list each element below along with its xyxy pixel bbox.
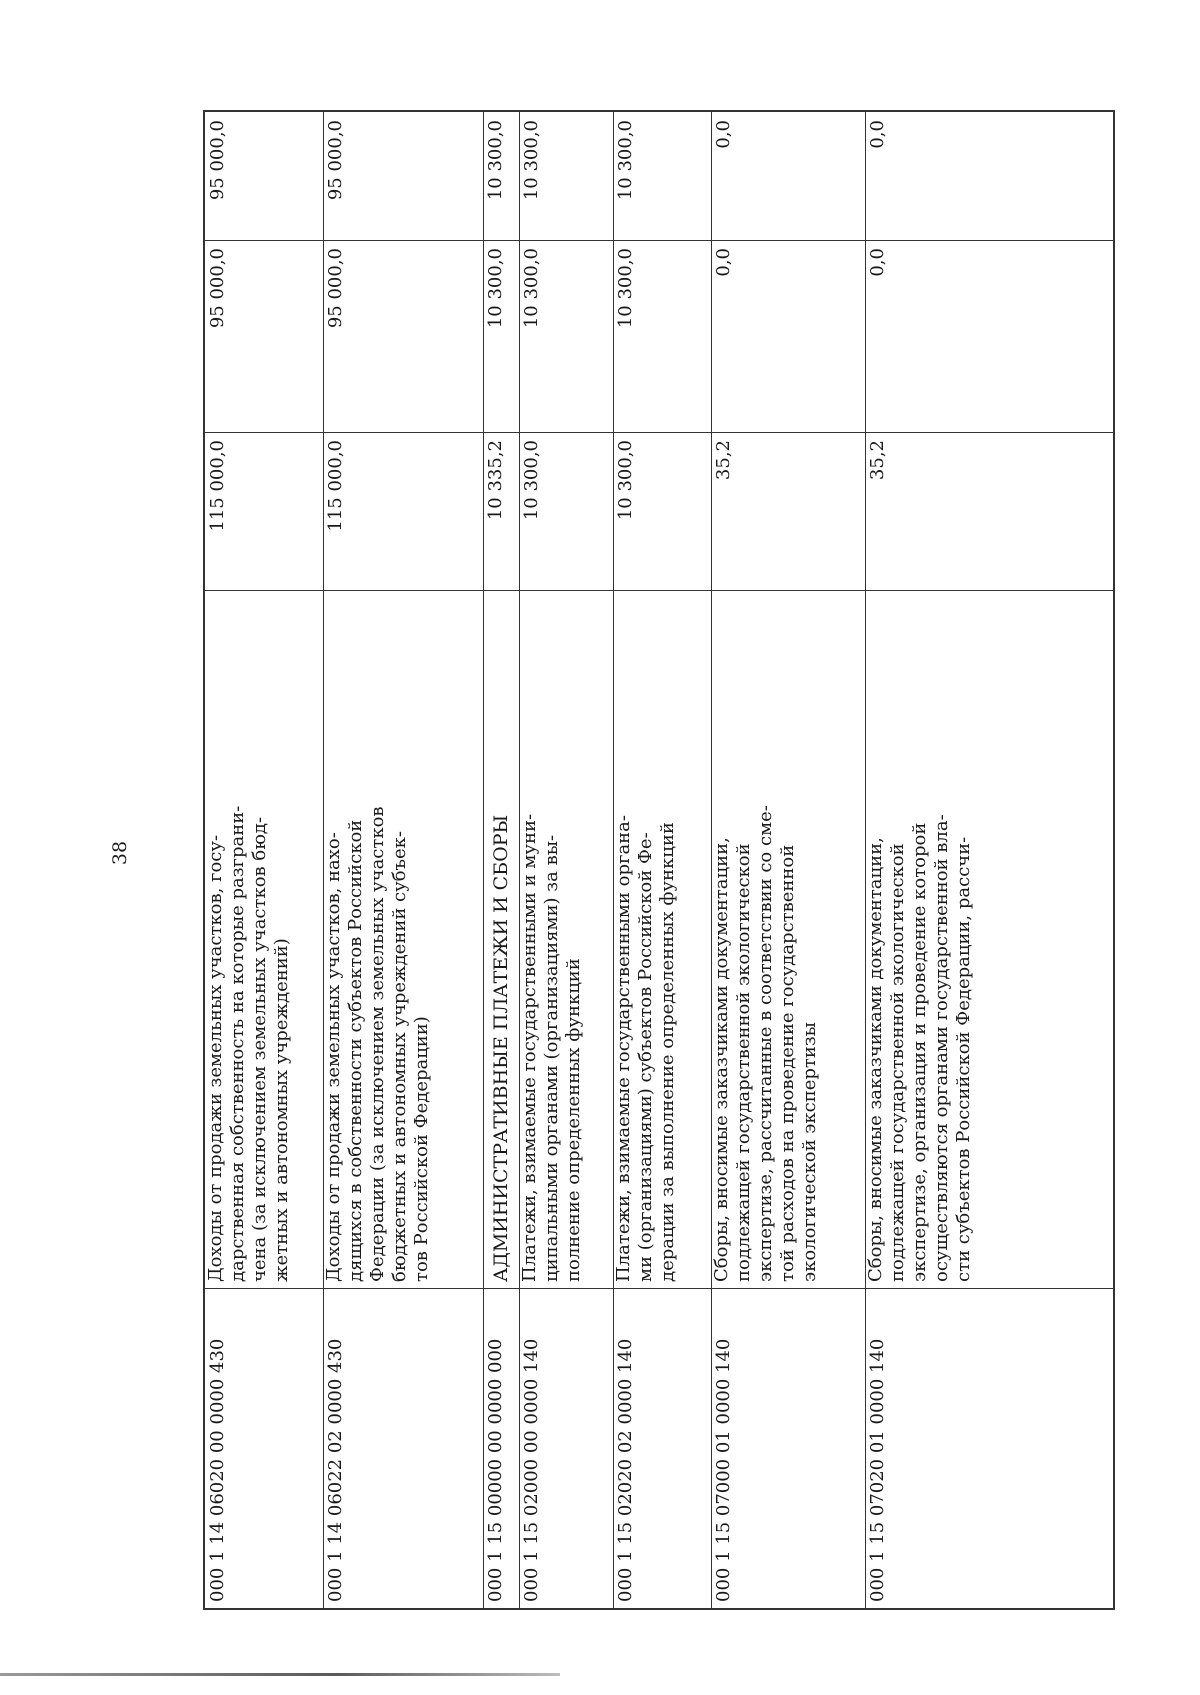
description-line: бюджетных и автономных учреждений субъек- [389, 831, 410, 1282]
amount-1-cell: 115 000,0 [207, 440, 228, 532]
description-line: жетных и автономных учреждений) [271, 938, 292, 1282]
description-cell [323, 590, 483, 1288]
amount-1-cell: 10 335,2 [485, 440, 506, 521]
description-line: экспертизе, рассчитанные в соответствии со сме- [755, 805, 776, 1282]
amount-2-cell: 10 300,0 [615, 248, 636, 329]
amount-1-cell: 35,2 [713, 440, 734, 481]
description-cell [483, 590, 519, 1288]
code-cell: 000 1 15 07000 01 0000 140 [713, 1338, 734, 1602]
description-line: дерации за выполнение определенных функций [657, 822, 678, 1282]
code-cell: 000 1 14 06020 00 0000 430 [207, 1338, 228, 1602]
description-line: сти субъектов Российской Федерации, рассчи- [953, 836, 974, 1282]
code-cell: 000 1 15 07020 01 0000 140 [867, 1338, 888, 1602]
description-line: Сборы, вносимые заказчиками документации, [865, 837, 886, 1282]
description-cell [865, 590, 1113, 1288]
description-line: подлежащей государственной экологической [733, 843, 754, 1282]
amount-2-cell: 0,0 [713, 248, 734, 277]
description-line: тов Российской Федерации) [411, 1016, 432, 1282]
amount-3-cell: 10 300,0 [521, 120, 542, 201]
amount-1-cell: 115 000,0 [325, 440, 346, 532]
description-line: АДМИНИСТРАТИВНЫЕ ПЛАТЕЖИ И СБОРЫ [490, 814, 512, 1282]
description-line: Доходы от продажи земельных участков, госу- [205, 834, 226, 1282]
description-line: полнение определенных функций [563, 958, 584, 1282]
amount-2-cell: 95 000,0 [325, 248, 346, 329]
description-line: осуществляются органами государственной вла- [931, 814, 952, 1282]
description-line: дарственная собственность на которые разграни- [227, 805, 248, 1282]
amount-3-cell: 95 000,0 [325, 120, 346, 201]
description-cell [205, 590, 323, 1288]
amount-1-cell: 10 300,0 [615, 440, 636, 521]
amount-3-cell: 0,0 [713, 120, 734, 149]
description-line: экспертизе, организация и проведение которой [909, 822, 930, 1282]
amount-3-cell: 10 300,0 [485, 120, 506, 201]
page-number: 38 [109, 840, 131, 866]
description-line: Сборы, вносимые заказчиками документации, [711, 837, 732, 1282]
amount-3-cell: 10 300,0 [615, 120, 636, 201]
description-line: Платежи, взимаемые государственными органа- [613, 815, 634, 1282]
code-cell: 000 1 15 02000 00 0000 140 [521, 1338, 542, 1602]
code-cell: 000 1 14 06022 02 0000 430 [325, 1338, 346, 1602]
description-line: дящихся в собственности субъектов Российской [345, 819, 366, 1282]
description-line: ципальными органами (организациями) за вы- [541, 834, 562, 1282]
amount-2-cell: 10 300,0 [485, 248, 506, 329]
amount-2-cell: 95 000,0 [207, 248, 228, 329]
revenue-table [203, 110, 1115, 1610]
scan-edge-line [0, 1673, 560, 1676]
amount-1-cell: 35,2 [867, 440, 888, 481]
description-line: Доходы от продажи земельных участков, нахо- [323, 832, 344, 1282]
description-line: чена (за исключением земельных участков бюд- [249, 816, 270, 1282]
description-cell [711, 590, 865, 1288]
description-line: подлежащей государственной экологической [887, 843, 908, 1282]
amount-2-cell: 10 300,0 [521, 248, 542, 329]
amount-1-cell: 10 300,0 [521, 440, 542, 521]
description-line: экологической экспертизы [799, 1022, 820, 1282]
amount-3-cell: 0,0 [867, 120, 888, 149]
amount-3-cell: 95 000,0 [207, 120, 228, 201]
code-cell: 000 1 15 00000 00 0000 000 [485, 1338, 506, 1602]
description-cell [613, 590, 711, 1288]
description-line: ми (организациями) субъектов Российской Фе- [635, 832, 656, 1282]
amount-2-cell: 0,0 [867, 248, 888, 277]
description-line: Федерации (за исключением земельных участков [367, 806, 388, 1282]
description-line: Платежи, взимаемые государственными и муни- [519, 813, 540, 1282]
code-cell: 000 1 15 02020 02 0000 140 [615, 1338, 636, 1602]
description-cell [519, 590, 613, 1288]
description-line: той расходов на проведение государственной [777, 844, 798, 1282]
